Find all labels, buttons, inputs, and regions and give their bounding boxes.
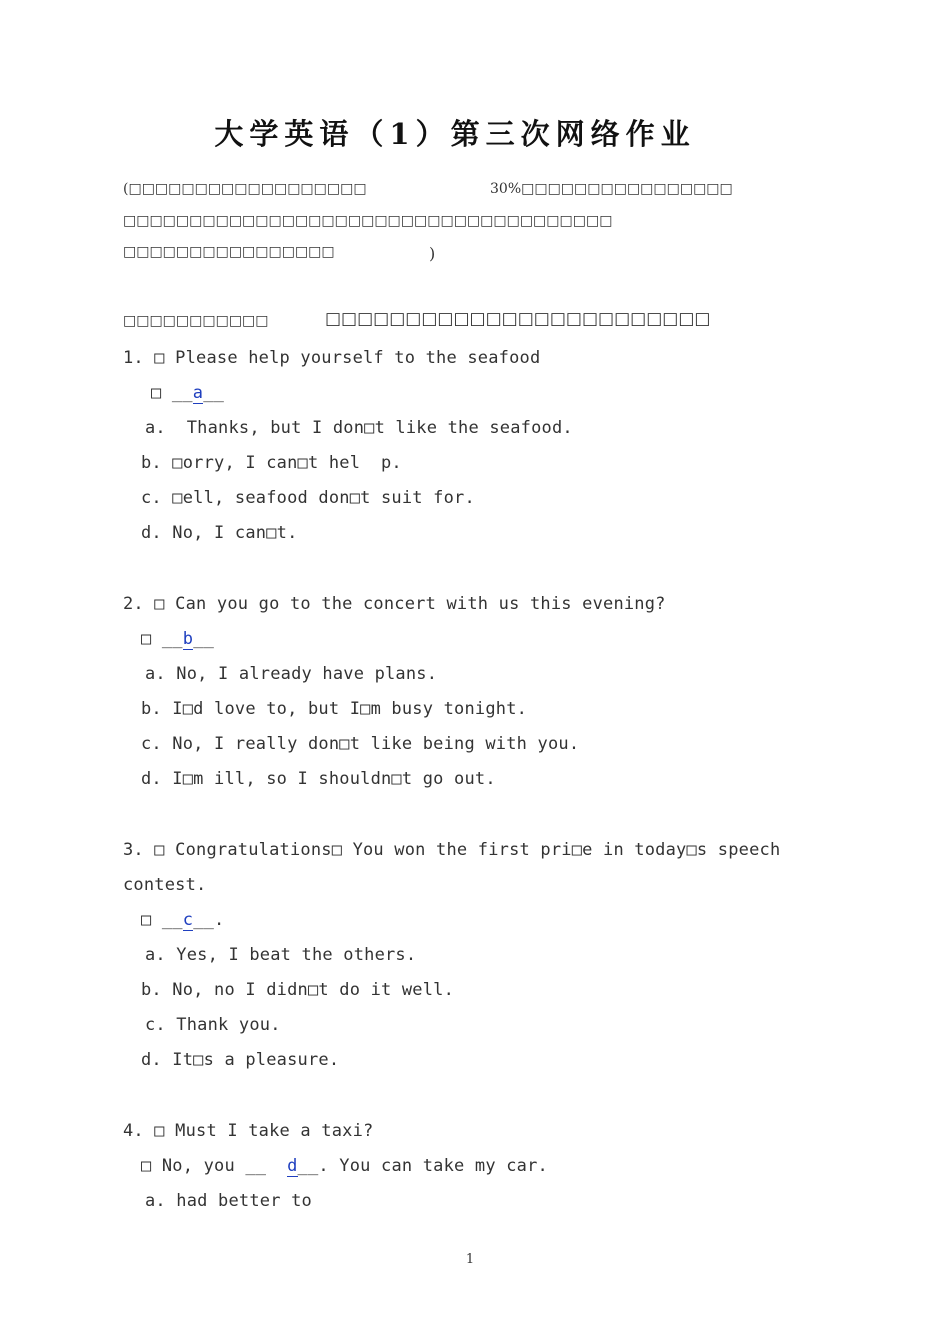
document-title: 大学英语（1）第三次网络作业 <box>214 117 696 151</box>
note-line-1-end: 30%□□□□□□□□□□□□□□□□ <box>490 181 733 197</box>
question-2-option-b: b. I□d love to, but I□m busy tonight. <box>141 699 528 719</box>
question-3-answer: c <box>182 910 194 930</box>
question-1-option-a: a. Thanks, but I don□t like the seafood. <box>145 418 573 438</box>
question-3-reply-prefix: □ __ <box>141 910 183 930</box>
question-4-reply-prefix: □ No, you __ <box>141 1156 288 1176</box>
question-4-reply-suffix: __. You can take my car. <box>297 1156 548 1176</box>
page-number: 1 <box>465 1252 475 1267</box>
question-1-reply <box>151 383 224 403</box>
question-1-answer: a <box>192 383 204 403</box>
question-3-option-a: a. Yes, I beat the others. <box>145 945 417 965</box>
question-1-option-d: d. No, I can□t. <box>141 523 298 543</box>
question-1-reply-suffix: __ <box>203 383 225 403</box>
question-3-option-d: d. It□s a pleasure. <box>141 1050 340 1070</box>
question-4-prompt: 4. □ Must I take a taxi? <box>123 1121 374 1141</box>
question-2-reply-suffix: __ <box>193 629 215 649</box>
question-2-prompt: 2. □ Can you go to the concert with us this evening? <box>123 594 666 614</box>
note-line-1 <box>123 181 733 197</box>
note-line-3-start: □□□□□□□□□□□□□□□□ <box>123 244 335 260</box>
question-3-prompt: 3. □ Congratulations□ You won the first pri□e in today□s speech <box>123 840 781 860</box>
question-4-option-a: a. had better to <box>145 1191 312 1211</box>
question-2-option-d: d. I□m ill, so I shouldn□t go out. <box>141 769 496 789</box>
question-2-answer: b <box>182 629 194 649</box>
question-1-option-c: c. □ell, seafood don□t suit for. <box>141 488 475 508</box>
question-3-option-c: c. Thank you. <box>145 1015 281 1035</box>
question-3-option-b: b. No, no I didn□t do it well. <box>141 980 455 1000</box>
question-2-reply-prefix: □ __ <box>141 629 183 649</box>
question-1-prompt: 1. □ Please help yourself to the seafood <box>123 348 541 368</box>
question-4-answer: d <box>287 1156 298 1176</box>
section-label: □□□□□□□□□□□ <box>123 313 269 329</box>
question-3-reply-suffix: __. <box>193 910 225 930</box>
question-2-reply <box>141 629 214 649</box>
note-line-2: □□□□□□□□□□□□□□□□□□□□□□□□□□□□□□□□□□□□□ <box>123 213 613 229</box>
question-2-option-a: a. No, I already have plans. <box>145 664 438 684</box>
note-line-3-end: ) <box>429 244 436 263</box>
question-1-reply-prefix: □ __ <box>151 383 193 403</box>
section-instruction: □□□□□□□□□□□□□□□□□□□□□□□□ <box>325 309 711 329</box>
question-3-reply <box>141 910 225 930</box>
question-4-reply <box>141 1156 548 1176</box>
question-1-option-b: b. □orry, I can□t hel p. <box>141 453 402 473</box>
question-3-prompt-continued: contest. <box>123 875 207 895</box>
note-line-3 <box>123 244 436 263</box>
question-2-option-c: c. No, I really don□t like being with you. <box>141 734 580 754</box>
note-line-1-start: (□□□□□□□□□□□□□□□□□□ <box>123 181 367 197</box>
